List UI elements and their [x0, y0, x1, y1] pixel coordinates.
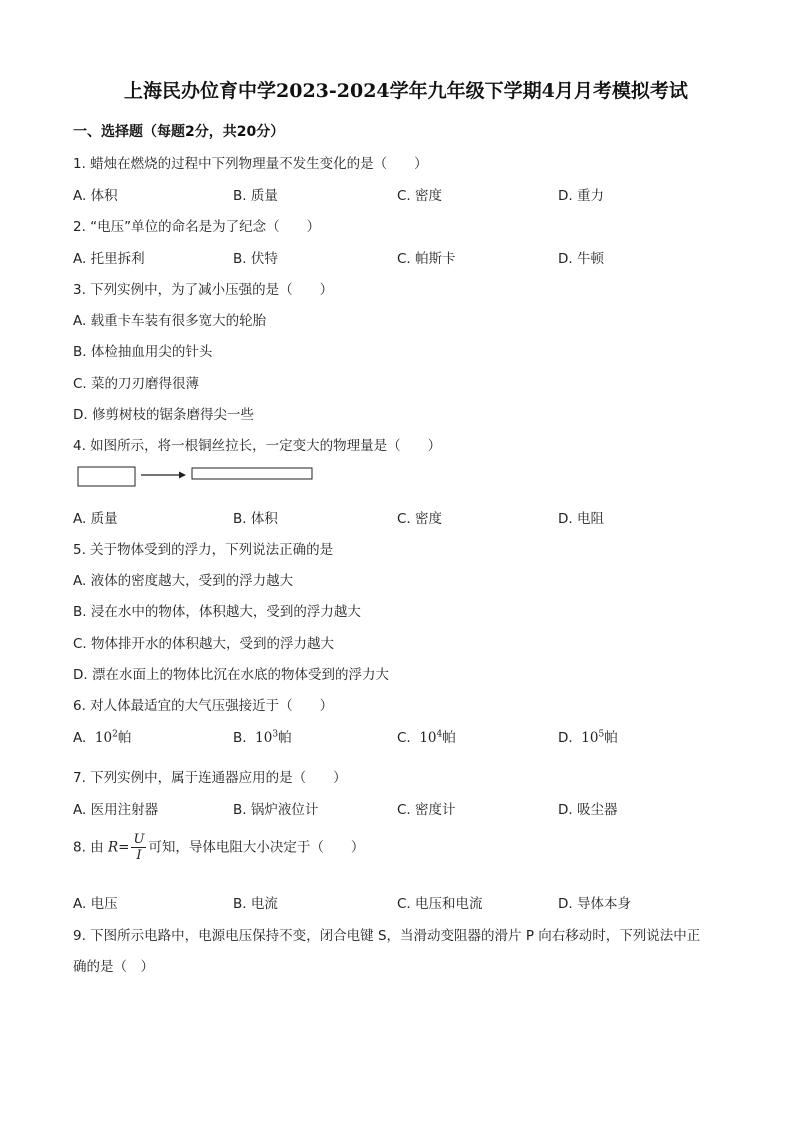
- question-6-option-c: C. $10^4$帕: [397, 729, 456, 746]
- question-1-option-d: D. 重力: [558, 188, 604, 204]
- question-2-option-c: C. 帕斯卡: [397, 251, 456, 267]
- question-5-option-b: B. 浸在水中的物体，体积越大，受到的浮力越大: [73, 604, 361, 620]
- copper-wire-diagram: [75, 464, 320, 490]
- question-4-option-d: D. 电阻: [558, 511, 604, 527]
- question-9-stem-line2: 确的是（ ）: [73, 959, 154, 975]
- question-1-option-c: C. 密度: [397, 188, 443, 204]
- question-2-option-b: B. 伏特: [233, 251, 278, 267]
- question-6-option-b: B. $10^3$帕: [233, 729, 292, 746]
- question-3-stem: 3. 下列实例中，为了减小压强的是（ ）: [73, 282, 334, 298]
- question-1-option-b: B. 质量: [233, 188, 278, 204]
- question-3-option-c: C. 菜的刀刃磨得很薄: [73, 376, 200, 392]
- question-8-option-a: A. 电压: [73, 896, 118, 912]
- question-7-option-a: A. 医用注射器: [73, 802, 159, 818]
- question-7-option-c: C. 密度计: [397, 802, 456, 818]
- question-4-stem: 4. 如图所示，将一根铜丝拉长，一定变大的物理量是（ ）: [73, 438, 442, 454]
- question-5-option-d: D. 漂在水面上的物体比沉在水底的物体受到的浮力大: [73, 667, 389, 683]
- page-title: 上海民办位育中学2023-2024学年九年级下学期4月月考模拟考试: [124, 80, 688, 102]
- question-7-option-b: B. 锅炉液位计: [233, 802, 319, 818]
- long-wire-rect: [192, 468, 312, 479]
- question-3-option-b: B. 体检抽血用尖的针头: [73, 344, 213, 360]
- question-4-option-c: C. 密度: [397, 511, 443, 527]
- question-1-stem: 1. 蜡烛在燃烧的过程中下列物理量不发生变化的是（ ）: [73, 156, 428, 172]
- question-8-option-b: B. 电流: [233, 896, 278, 912]
- question-7-option-d: D. 吸尘器: [558, 802, 618, 818]
- question-6-option-d: D. $10^5$帕: [558, 729, 618, 746]
- section-heading: 一、选择题（每题2分，共20分）: [73, 124, 285, 140]
- question-6-option-a: A. $10^2$帕: [73, 729, 132, 746]
- question-2-option-a: A. 托里拆利: [73, 251, 145, 267]
- question-2-stem: 2. “电压”单位的命名是为了纪念（ ）: [73, 219, 321, 235]
- question-5-option-a: A. 液体的密度越大，受到的浮力越大: [73, 573, 294, 589]
- formula-fraction: $\frac{U}{I}$: [133, 832, 145, 863]
- question-8-option-c: C. 电压和电流: [397, 896, 483, 912]
- question-3-option-a: A. 载重卡车装有很多宽大的轮胎: [73, 313, 267, 329]
- question-8-option-d: D. 导体本身: [558, 896, 631, 912]
- question-8-stem: 8. 由 R= $\frac{U}{I}$ 可知，导体电阻大小决定于（ ）: [73, 832, 365, 863]
- question-4-option-a: A. 质量: [73, 511, 118, 527]
- question-5-option-c: C. 物体排开水的体积越大，受到的浮力越大: [73, 636, 335, 652]
- question-3-option-d: D. 修剪树枝的锯条磨得尖一些: [73, 407, 254, 423]
- short-wire-rect: [78, 467, 135, 486]
- question-4-option-b: B. 体积: [233, 511, 278, 527]
- question-2-option-d: D. 牛顿: [558, 251, 604, 267]
- question-9-stem-line1: 9. 下图所示电路中，电源电压保持不变，闭合电键 S，当滑动变阻器的滑片 P 向右移动时，下列说法中正: [73, 928, 701, 944]
- question-7-stem: 7. 下列实例中，属于连通器应用的是（ ）: [73, 770, 347, 786]
- question-6-stem: 6. 对人体最适宜的大气压强接近于（ ）: [73, 698, 334, 714]
- question-1-option-a: A. 体积: [73, 188, 118, 204]
- question-5-stem: 5. 关于物体受到的浮力，下列说法正确的是: [73, 542, 334, 558]
